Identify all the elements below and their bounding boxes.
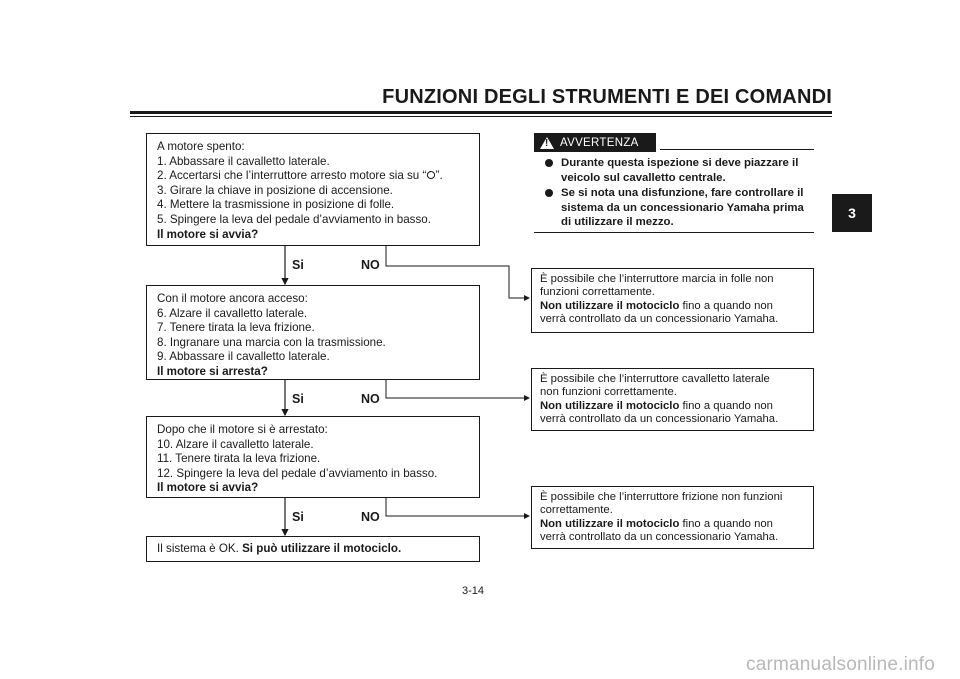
step-text: 10. Alzare il cavalletto laterale. (157, 437, 314, 451)
no-label: NO (361, 510, 380, 524)
page-number: 3-14 (462, 585, 485, 597)
step-text: 5. Spingere la leva del pedale d’avviamento in basso. (157, 212, 431, 226)
outcome-box-clutch-switch (531, 486, 814, 549)
bullet-icon (545, 189, 553, 197)
outcome-text: funzioni correttamente. (540, 286, 655, 299)
no-arrow-3 (386, 498, 529, 516)
warning-rule-bottom (534, 232, 814, 233)
step-question: Il motore si arresta? (157, 364, 268, 378)
step-text: 4. Mettere la trasmissione in posizione di folle. (157, 198, 395, 212)
result-bold-text: Si può utilizzare il motociclo. (242, 542, 402, 555)
warning-item (543, 186, 815, 230)
flow-step-box-1 (146, 133, 480, 246)
page-title: FUNZIONI DEGLI STRUMENTI E DEI COMANDI (382, 86, 832, 108)
step-text: A motore spento: (157, 140, 245, 153)
step-text: 3. Girare la chiave in posizione di accensione. (157, 183, 393, 197)
outcome-text: È possibile che l’interruttore marcia in folle non (540, 273, 774, 285)
no-label: NO (361, 392, 380, 406)
step-text: 12. Spingere la leva del pedale d’avviamento in basso. (157, 466, 438, 480)
step-text: 11. Tenere tirata la leva frizione. (157, 452, 321, 466)
step-text: 8. Ingranare una marcia con la trasmissione. (157, 335, 386, 349)
bullet-icon (545, 159, 553, 167)
outcome-box-neutral-switch (531, 268, 814, 333)
warning-item-text: Se si nota una disfunzione, fare controllare il sistema da un concessionario Yamaha prima di utilizzare il mezzo. (561, 187, 804, 229)
yes-label: Si (292, 510, 304, 524)
step-text: 2. Accertarsi che l’interruttore arresto motore sia su “⭘”. (157, 169, 443, 183)
outcome-bold-text: Non utilizzare il motociclo (540, 517, 680, 530)
step-question: Il motore si avvia? (157, 481, 259, 495)
step-text: Dopo che il motore si è arrestato: (157, 423, 328, 436)
step-text: 7. Tenere tirata la leva frizione. (157, 321, 315, 335)
warning-item (543, 156, 815, 185)
flow-step-box-2 (146, 285, 480, 380)
outcome-bold-text: Non utilizzare il motociclo (540, 399, 680, 412)
outcome-text: È possibile che l’interruttore cavalletto laterale (540, 373, 770, 385)
flow-step-box-3 (146, 416, 480, 498)
outcome-text: È possibile che l’interruttore frizione non funzioni (540, 491, 783, 503)
warning-rule-top (660, 149, 814, 150)
outcome-text: fino a quando non (679, 299, 773, 312)
outcome-text: non funzioni correttamente. (540, 386, 677, 399)
yes-label: Si (292, 392, 304, 406)
outcome-text: verrà controllato da un concessionario Yamaha. (540, 413, 779, 426)
step-text: Con il motore ancora acceso: (157, 292, 308, 305)
warning-triangle-icon (540, 137, 554, 149)
warning-item-text: Durante questa ispezione si deve piazzare il veicolo sul cavalletto centrale. (561, 157, 799, 184)
outcome-text: fino a quando non (679, 517, 773, 530)
step-text: 1. Abbassare il cavalletto laterale. (157, 154, 330, 168)
flow-result-ok-box (146, 536, 480, 562)
warning-list (543, 156, 815, 231)
result-text: Il sistema è OK. (157, 542, 239, 555)
step-text: 9. Abbassare il cavalletto laterale. (157, 350, 330, 364)
watermark: carmanualsonline.info (746, 654, 936, 675)
outcome-text: correttamente. (540, 504, 613, 517)
outcome-box-sidestand-switch (531, 368, 814, 431)
warning-badge (534, 133, 656, 152)
no-arrow-2 (386, 380, 529, 398)
warning-label: AVVERTENZA (560, 136, 639, 149)
step-text: 6. Alzare il cavalletto laterale. (157, 306, 308, 320)
yes-label: Si (292, 258, 304, 272)
outcome-text: verrà controllato da un concessionario Yamaha. (540, 531, 779, 544)
outcome-text: fino a quando non (679, 399, 773, 412)
chapter-tab: 3 (832, 194, 872, 232)
no-label: NO (361, 258, 380, 272)
outcome-bold-text: Non utilizzare il motociclo (540, 299, 680, 312)
step-question: Il motore si avvia? (157, 227, 259, 241)
outcome-text: verrà controllato da un concessionario Yamaha. (540, 313, 779, 326)
